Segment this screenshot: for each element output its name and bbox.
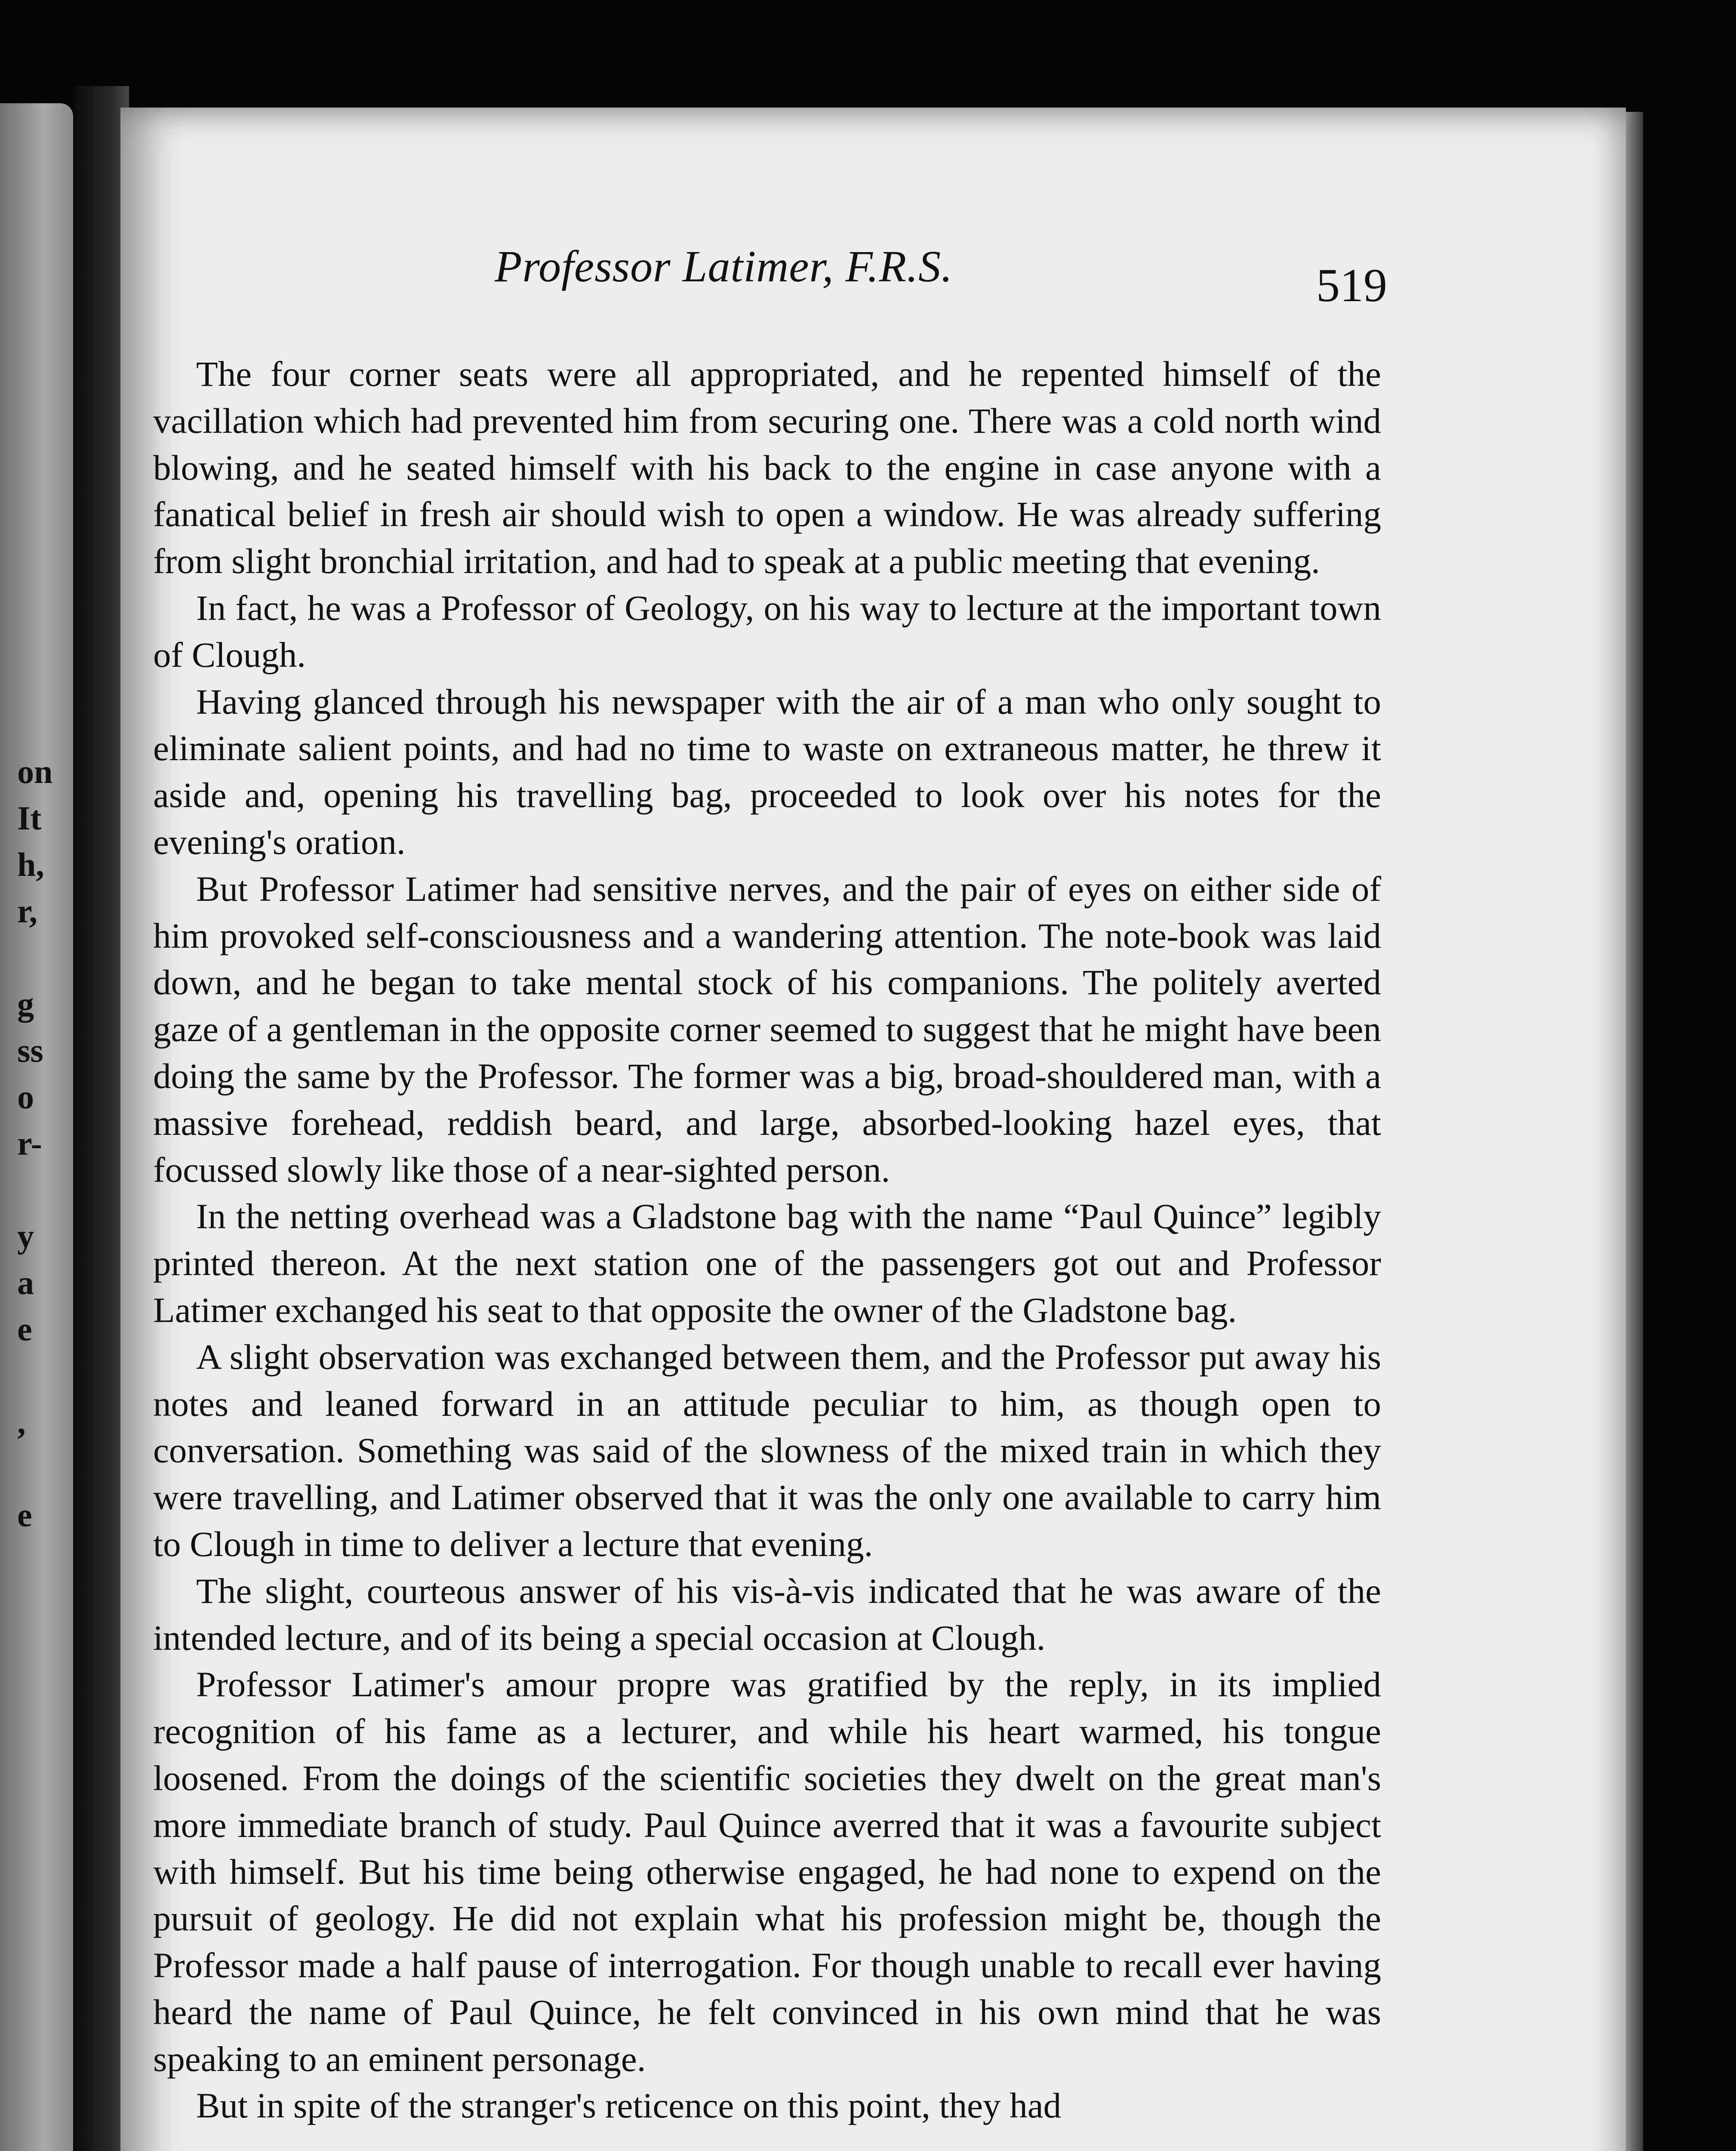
paragraph: But Professor Latimer had sensitive nerves, and the pair of eyes on either side of him provoked self-consciousness and a wandering attention. The note-book was laid down, and he began to take mental stock of his companions. The politely averted gaze of a gentleman in the opposite corner seemed to suggest that he might have been doing the same by the Professor. The former was a big, broad-shouldered man, with a massive forehead, reddish beard, and large, absorbed-looking hazel eyes, that focussed slowly like those of a near-sighted person. [153,869,1381,1190]
left-page-edge [0,103,73,2151]
paragraph: Professor Latimer's amour propre was gratified by the reply, in its implied recognition of his fame as a lecturer, and while his heart warmed, his tongue loosened. From the doings of the scientific societies they dwelt on the great man's more immediate branch of study. Paul Quince averred that it was a favourite subject with himself. But his time being otherwise engaged, he had none to expend on the pursuit of geology. He did not explain what his profession might be, though the Professor made a half pause of interrogation. For though unable to recall ever having heard the name of Paul Quince, he felt convinced in his own mind that he was speaking to an eminent personage. [153,1664,1381,2079]
left-fragment: ss [17,1032,43,1069]
paragraph: Having glanced through his newspaper with the air of a man who only sought to eliminate salient points, and had no time to waste on extraneous matter, he threw it aside and, opening his travelling bag, proceeded to look over his notes for the evening's oration. [153,681,1381,862]
paragraph: In fact, he was a Professor of Geology, on his way to lecture at the important town of Clough. [153,588,1381,675]
left-fragment: g [17,985,34,1023]
left-fragment: r- [17,1125,42,1162]
left-fragment [17,1353,69,1399]
paragraph: The four corner seats were all appropriated, and he repented himself of the vacillation which had prevented him from securing one. There was a cold north wind blowing, and he seated himself with his back to the engine in case anyone with a fanatical belief in fresh air should wish to open a window. He was already suffering from slight bronchial irritation, and had to speak at a public meeting that evening. [153,354,1381,581]
body-text [153,351,1381,2129]
left-fragment: o [17,1078,34,1116]
running-head: Professor Latimer, F.R.S. [495,242,953,291]
left-fragment: r, [17,892,37,930]
left-fragment [17,1167,69,1213]
left-fragment: on [17,753,53,790]
left-fragment: a [17,1264,34,1301]
left-page-fragments [17,749,69,1538]
paragraph: A slight observation was exchanged between them, and the Professor put away his notes and leaned forward in an attitude peculiar to him, as though open to conversation. Something was said of the slowness of the mixed train in which they were travelling, and Latimer observed that it was the only one available to carry him to Clough in time to deliver a lecture that evening. [153,1337,1381,1564]
left-fragment: e [17,1310,32,1348]
page-number: 519 [1316,259,1387,311]
left-fragment [17,934,69,981]
left-fragment: h, [17,846,44,883]
left-fragment [17,1445,69,1492]
left-fragment: It [17,799,42,837]
paragraph: The slight, courteous answer of his vis-à-vis indicated that he was aware of the intended lecture, and of its being a special occasion at Clough. [153,1571,1381,1658]
left-fragment: , [17,1403,26,1441]
paragraph: In the netting overhead was a Gladstone bag with the name “Paul Quince” legibly printed thereon. At the next station one of the passengers got out and Professor Latimer exchanged his seat to that opposite the owner of the Gladstone bag. [153,1196,1381,1330]
left-fragment: e [17,1496,32,1534]
left-fragment: y [17,1217,34,1255]
paragraph: But in spite of the stranger's reticence on this point, they had [196,2086,1062,2126]
page-edge [1626,112,1643,2151]
